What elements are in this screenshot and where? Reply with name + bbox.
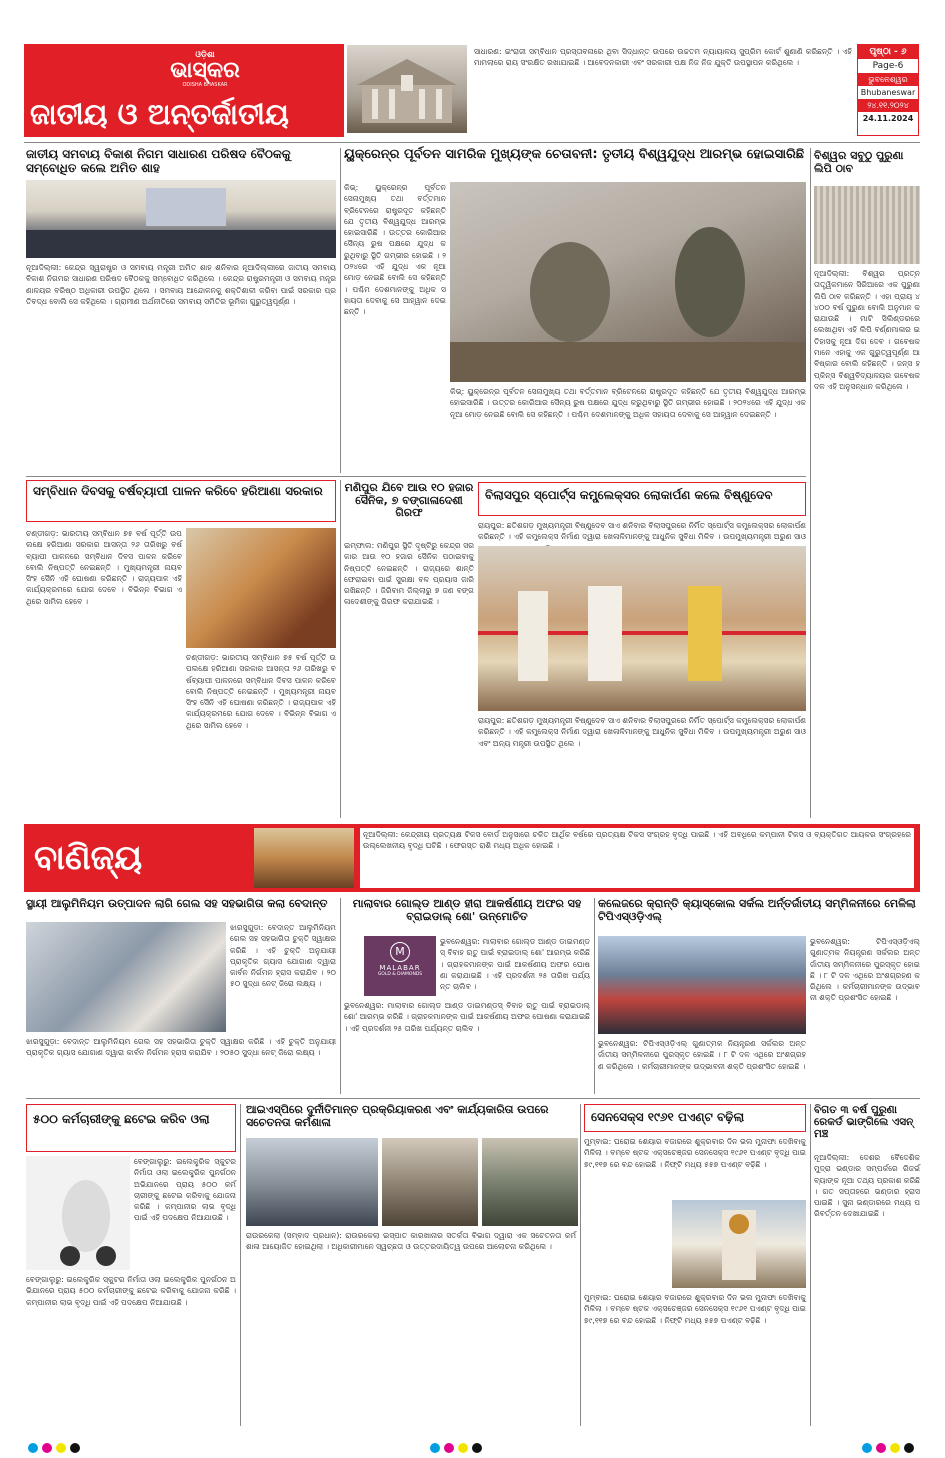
story-bilaspur-intro: ରାୟପୁର: ଛତିଶଗଡ଼ ମୁଖ୍ୟମନ୍ତ୍ରୀ ବିଷ୍ଣୁଦେବ ସାଏ ଶନିବାର ବିଲାସପୁରରେ ନିର୍ମିତ ସ୍ପୋର୍ଟ୍ସ କମ୍ପ୍ଲେକ୍ସର ଲୋକାର୍ପଣ କରିଛନ୍ତି । ଏହି କମ୍ପ୍ଲେକ୍ସ ନିର୍ମାଣ ଦ୍ୱାରା ଖେଳାଳିମାନଙ୍କୁ ଆଧୁନିକ ସୁବିଧା ମିଳିବ । ଉପମୁଖ୍ୟମନ୍ତ୍ରୀ ଅରୁଣ ସାଓ — [478, 521, 806, 542]
story-forex: ନୂଆଦିଲ୍ଲୀ: ଦେଶର ବୈଦେଶିକ ମୁଦ୍ରା ଭଣ୍ଡାର ସମ୍ପର୍କରେ ରିଜର୍ଭ ବ୍ୟାଙ୍କ ନୂଆ ତଥ୍ୟ ପ୍ରକାଶ କରିଛି । ଗତ ସପ୍ତାହରେ ଭଣ୍ଡାର ହ୍ରାସ ପାଇଛି । ସୁନା ଭଣ୍ଡାରରେ ମଧ୍ୟ ପରିବର୍ତ୍ତନ ଦେଖାଯାଇଛି । — [814, 1153, 920, 1219]
headline-sensex: ସେନସେକ୍ସ ୧୯୬୧ ପଏଣ୍ଟ ବଢ଼ିଲା — [591, 1110, 745, 1124]
story-script: ନୂଆଦିଲ୍ଲୀ: ବିଶ୍ୱର ପ୍ରତ୍ନତାତ୍ତ୍ୱିକମାନେ ସିରିଆରେ ଏକ ପୁରୁଣା ଲିପି ଠାବ କରିଛନ୍ତି । ଏହା ପ୍ରାୟ ୪୪୦୦ ବର୍ଷ ପୁରୁଣା ବୋଲି ଅନୁମାନ କରାଯାଉଛି । ମାଟି ସିଲିଣ୍ଡରରେ ଲେଖାଥିବା ଏହି ଲିପି ବର୍ଣ୍ଣମାଳାର ଇତିହାସକୁ ନୂଆ ଦିଗ ଦେବ । ଗବେଷକମାନେ ଏହାକୁ ଏକ ଗୁରୁତ୍ୱପୂର୍ଣ୍ଣ ଆବିଷ୍କାର ବୋଲି କହିଛନ୍ତି । ଜନ୍ସ ହପ୍‌କିନ୍ସ ବିଶ୍ୱବିଦ୍ୟାଳୟର ଗବେଷକ ଦଳ ଏହି ଅନୁସନ୍ଧାନ କରିଥିଲେ । — [814, 269, 920, 391]
vrule-5 — [594, 898, 595, 1094]
headline-tpsodl: କଲେଜରେ କ୍ରାନ୍ତି କ୍ୟାସ୍କୋଲ ସର୍କଲ ଅର୍ନ୍ତର୍ଜାତୀୟ ସମ୍ମିଳନୀରେ ମେଳିଲା ଟିପିଏସ୍‌ଓଡ଼ିଏଲ୍ — [598, 897, 916, 923]
malabar-logo-sub: GOLD & DIAMONDS — [377, 972, 423, 977]
story-vedanta-a: ଝାରସୁଗୁଡ଼ା: ବେଦାନ୍ତ ଆଲୁମିନିୟମ ଗେଲ ସହ ସହଭାଗିତା ଚୁକ୍ତି ସ୍ୱାକ୍ଷର କରିଛି । ଏହି ଚୁକ୍ତି ଅନୁଯାୟୀ ପ୍ରାକୃତିକ ଗ୍ୟାସ ଯୋଗାଣ ଦ୍ୱାରା କାର୍ବନ ନିର୍ଗମନ ହ୍ରାସ କରାଯିବ । ୨୦୫୦ ସୁଦ୍ଧା ନେଟ୍ ଜିରୋ ଲକ୍ଷ୍ୟ । — [230, 923, 336, 989]
story-ukraine-a: କିଭ୍: ୟୁକ୍ରେନ୍‌ର ପୂର୍ବତନ ସେନାମୁଖ୍ୟ ତଥା ବର୍ତ୍ତମାନ ବ୍ରିଟେନରେ ରାଷ୍ଟ୍ରଦୂତ କହିଛନ୍ତି ଯେ ତୃତୀୟ ବିଶ୍ୱଯୁଦ୍ଧ ଆରମ୍ଭ ହୋଇସାରିଛି । ଉତ୍ତର କୋରିଆର ସୈନ୍ୟ ରୁଷ ପକ୍ଷରେ ଯୁଦ୍ଧ କରୁଥିବାରୁ ସ୍ଥିତି ଗମ୍ଭୀର ହୋଇଛି । ୨୦୨୪ରେ ଏହି ଯୁଦ୍ଧ ଏକ ନୂଆ ମୋଡ଼ ନେଇଛି ବୋଲି ସେ କହିଛନ୍ତି । ପଶ୍ଚିମ ଦେଶମାନଙ୍କୁ ଅଧିକ ସହାୟତା ଦେବାକୁ ସେ ଆହ୍ୱାନ ଦେଇଛନ୍ତି । — [344, 183, 446, 317]
vrule-4 — [340, 898, 341, 1094]
headline-script: ବିଶ୍ୱର ସବୁଠୁ ପୁରୁଣା ଲିପି ଠାବ — [814, 149, 904, 175]
story-bilaspur: ରାୟପୁର: ଛତିଶଗଡ଼ ମୁଖ୍ୟମନ୍ତ୍ରୀ ବିଷ୍ଣୁଦେବ ସାଏ ଶନିବାର ବିଲାସପୁରରେ ନିର୍ମିତ ସ୍ପୋର୍ଟ୍ସ କମ୍ପ୍ଲେକ୍ସର ଲୋକାର୍ପଣ କରିଛନ୍ତି । ଏହି କମ୍ପ୍ଲେକ୍ସ ନିର୍ମାଣ ଦ୍ୱାରା ଖେଳାଳିମାନଙ୍କୁ ଆଧୁନିକ ସୁବିଧା ମିଳିବ । ଉପମୁଖ୍ୟମନ୍ତ୍ରୀ ଅରୁଣ ସାଓ ଏବଂ ଅନ୍ୟ ମନ୍ତ୍ରୀ ଉପସ୍ଥିତ ଥିଲେ । — [478, 716, 806, 748]
story-ola-b: ବେଙ୍ଗାଲୁରୁ: ଇଲେକ୍ଟ୍ରିକ ସ୍କୁଟର ନିର୍ମାତା ଓଲା ଇଲେକ୍ଟ୍ରିକ ପୁନର୍ଗଠନ ଅଭିଯାନରେ ପ୍ରାୟ ୫୦୦ କର୍ମଚାରୀଙ୍କୁ ଛଟେଇ କରିବାକୁ ଯୋଜନା କରିଛି । କମ୍ପାନୀର ଲାଭ ବୃଦ୍ଧି ପାଇଁ ଏହି ପଦକ୍ଷେପ ନିଆଯାଉଛି । — [26, 1275, 236, 1307]
story-manipur: ଇମ୍ଫାଲ: ମଣିପୁର ସ୍ଥିତି ଦୃଷ୍ଟିରୁ କେନ୍ଦ୍ର ସରକାର ଆଉ ୧୦ ହଜାର ସୈନିକ ପଠାଇବାକୁ ନିଷ୍ପତ୍ତି ନେଇଛନ୍ତି । ରାଜ୍ୟରେ ଶାନ୍ତି ଫେରାଇବା ପାଇଁ ସୁରକ୍ଷା ବଳ ପ୍ରୟାସ ଜାରି ରଖିଛନ୍ତି । ଜିରିବାମ ଜିଲ୍ଲାରୁ ୭ ଜଣ ବଙ୍ଗଳାଦେଶୀଙ୍କୁ ଗିରଫ କରାଯାଇଛି । — [344, 541, 474, 607]
magenta-dot — [444, 1443, 454, 1453]
photo-rsp-3 — [482, 1138, 578, 1226]
vrule-3 — [340, 480, 341, 818]
city: ଭୁବନେଶ୍ୱର — [858, 73, 918, 86]
story-sensex-b: ମୁମ୍ବାଇ: ଘରୋଇ ଶେୟାର ବଜାରରେ ଶୁକ୍ରବାର ଦିନ ଭଲ ମୁନାଫା ଦେଖିବାକୁ ମିଳିଲା । ବମ୍ବେ ଷ୍ଟକ ଏକ୍ସଚେଞ୍ଜର ସେନସେକ୍ସ ୧୯୬୧ ପଏଣ୍ଟ ବୃଦ୍ଧି ପାଇ ୭୯,୧୧୭ ରେ ବନ୍ଦ ହୋଇଛି । ନିଫ୍ଟି ମଧ୍ୟ ୫୫୭ ପଏଣ୍ଟ ବଢ଼ିଛି । — [584, 1293, 806, 1325]
photo-tpsodl — [598, 936, 806, 1034]
registration-marks-left — [28, 1438, 108, 1452]
photo-soldiers — [450, 182, 806, 382]
biz-title: ବାଣିଜ୍ୟ — [34, 838, 143, 878]
magenta-dot — [876, 1443, 886, 1453]
biz-top-text: ନୂଆଦିଲ୍ଲୀ: କେନ୍ଦ୍ରୀୟ ପ୍ରତ୍ୟକ୍ଷ ଟିକସ ବୋର୍ଡ ଅନୁସାରେ ଚଳିତ ଆର୍ଥିକ ବର୍ଷରେ ପ୍ରତ୍ୟକ୍ଷ ଟିକସ ସଂଗ୍ରହ ବୃଦ୍ଧି ପାଇଛି । ଏହି ଅବଧିରେ କମ୍ପାନୀ ଟିକସ ଓ ବ୍ୟକ୍ତିଗତ ଆୟକର ସଂଗ୍ରହରେ ଉଲ୍ଲେଖନୀୟ ବୃଦ୍ଧି ଘଟିଛି । ଫେରସ୍ତ ରାଶି ମଧ୍ୟ ଅଧିକ ହୋଇଛି । — [360, 828, 914, 888]
headline-haryana: ସମ୍ବିଧାନ ଦିବସକୁ ବର୍ଷବ୍ୟାପୀ ପାଳନ କରିବେ ହରିଆଣା ସରକାର — [33, 484, 323, 498]
headline-rsp: ଆଇଏସ୍‌ପିରେ ଦୁର୍ନୀତିମାନ୍ତ ପ୍ରକ୍ରିୟାକରଣ ଏବଂ କାର୍ଯ୍ୟକାରିତା ଉପରେ ସଚେତନତା କର୍ମଶାଳା — [246, 1103, 549, 1129]
malabar-logo — [364, 936, 436, 996]
headline-box-bilaspur — [478, 482, 806, 516]
headline-box-haryana — [26, 480, 336, 522]
supreme-court-photo — [347, 45, 467, 133]
page-label: ପୃଷ୍ଠା - ୬ — [858, 45, 918, 59]
lead-text: ସାଧାରଣ: ଇଂରାଜୀ ସମ୍ବିଧାନ ପ୍ରସ୍ତାବନାରେ ଥିବା ସିଦ୍ଧାନ୍ତ ଉପରେ ଉଚ୍ଚତମ ନ୍ୟାୟାଳୟ ସୁପ୍ରିମ କୋର୍ଟ ଶୁଣାଣି କରିଛନ୍ତି । ଏହି ମାମଲାରେ ରାୟ ସଂରକ୍ଷିତ ରଖାଯାଇଛି । ଆବେଦନକାରୀ ଏବଂ ସରକାରୀ ପକ୍ଷ ନିଜ ନିଜ ଯୁକ୍ତି ଉପସ୍ଥାପନ କରିଥିଲେ । — [474, 47, 852, 68]
page-info-box — [857, 44, 919, 136]
date-or: ୨୪.୧୧.୨୦୨୪ — [858, 99, 918, 112]
logo-sub: ODISHA BHASKAR — [182, 82, 228, 88]
photo-rsp-1 — [246, 1138, 378, 1226]
yellow-dot — [890, 1443, 900, 1453]
story-haryana-b: ଚଣ୍ଡୀଗଡ଼: ଭାରତୀୟ ସମ୍ବିଧାନ ୭୫ ବର୍ଷ ପୂର୍ତ୍ତି ଉପଲକ୍ଷେ ହରିଆଣା ସରକାର ଆସନ୍ତା ୨୬ ତାରିଖରୁ ବର୍ଷବ୍ୟାପୀ ପାଳନରେ ସମ୍ବିଧାନ ଦିବସ ପାଳନ କରିବେ ବୋଲି ନିଷ୍ପତ୍ତି ନେଇଛନ୍ତି । ମୁଖ୍ୟମନ୍ତ୍ରୀ ନାୟବ ସିଂହ ସୈନି ଏହି ଘୋଷଣା କରିଛନ୍ତି । ରାଜ୍ୟପାଳ ଏହି କାର୍ଯ୍ୟକ୍ରମରେ ଯୋଗ ଦେବେ । ବିଭିନ୍ନ ବିଭାଗ ଏଥିରେ ସାମିଲ ହେବେ । — [186, 653, 336, 730]
registration-marks-center — [430, 1438, 510, 1452]
vrule-8 — [810, 1104, 811, 1426]
story-ukraine-b: କିଭ୍: ୟୁକ୍ରେନ୍‌ର ପୂର୍ବତନ ସେନାମୁଖ୍ୟ ତଥା ବର୍ତ୍ତମାନ ବ୍ରିଟେନରେ ରାଷ୍ଟ୍ରଦୂତ କହିଛନ୍ତି ଯେ ତୃତୀୟ ବିଶ୍ୱଯୁଦ୍ଧ ଆରମ୍ଭ ହୋଇସାରିଛି । ଉତ୍ତର କୋରିଆର ସୈନ୍ୟ ରୁଷ ପକ୍ଷରେ ଯୁଦ୍ଧ କରୁଥିବାରୁ ସ୍ଥିତି ଗମ୍ଭୀର ହୋଇଛି । ୨୦୨୪ରେ ଏହି ଯୁଦ୍ଧ ଏକ ନୂଆ ମୋଡ଼ ନେଇଛି ବୋଲି ସେ କହିଛନ୍ତି । ପଶ୍ଚିମ ଦେଶମାନଙ୍କୁ ଅଧିକ ସହାୟତା ଦେବାକୁ ସେ ଆହ୍ୱାନ ଦେଇଛନ୍ତି । — [450, 387, 806, 419]
logo-small: ଓଡ଼ିଶା — [195, 50, 215, 59]
photo-haryana — [186, 528, 336, 648]
vrule-7 — [580, 1104, 581, 1426]
photo-script — [814, 186, 920, 264]
story-ola-a: ବେଙ୍ଗାଲୁରୁ: ଇଲେକ୍ଟ୍ରିକ ସ୍କୁଟର ନିର୍ମାତା ଓଲା ଇଲେକ୍ଟ୍ରିକ ପୁନର୍ଗଠନ ଅଭିଯାନରେ ପ୍ରାୟ ୫୦୦ କର୍ମଚାରୀଙ୍କୁ ଛଟେଇ କରିବାକୁ ଯୋଜନା କରିଛି । କମ୍ପାନୀର ଲାଭ ବୃଦ୍ଧି ପାଇଁ ଏହି ପଦକ୍ଷେପ ନିଆଯାଉଛି । — [134, 1157, 236, 1223]
black-dot — [70, 1443, 80, 1453]
hrule-biz — [26, 1098, 920, 1099]
photo-vedanta — [26, 922, 226, 1032]
yellow-dot — [458, 1443, 468, 1453]
black-dot — [904, 1443, 914, 1453]
vrule-2 — [810, 148, 811, 818]
headline-bilaspur: ବିଲାସପୁର ସ୍ପୋର୍ଟ୍ସ କମ୍ପ୍ଲେକ୍ସର ଲୋକାର୍ପଣ କଲେ ବିଷ୍ଣୁଦେବ — [485, 488, 773, 502]
photo-rsp-2 — [382, 1138, 478, 1226]
headline-manipur: ମଣିପୁର ଯିବେ ଆଉ ୧୦ ହଜାର ସୈନିକ, ୭ ବଙ୍ଗାଳାଦେଶୀ ଗିରଫ — [344, 481, 474, 520]
photo-ola-scooter — [26, 1156, 130, 1270]
photo-bse — [672, 1200, 806, 1288]
masthead-logo — [150, 50, 260, 92]
yellow-dot — [56, 1443, 66, 1453]
headline-box-sensex — [584, 1104, 806, 1132]
magenta-dot — [42, 1443, 52, 1453]
story-haryana-a: ଚଣ୍ଡୀଗଡ଼: ଭାରତୀୟ ସମ୍ବିଧାନ ୭୫ ବର୍ଷ ପୂର୍ତ୍ତି ଉପଲକ୍ଷେ ହରିଆଣା ସରକାର ଆସନ୍ତା ୨୬ ତାରିଖରୁ ବର୍ଷବ୍ୟାପୀ ପାଳନରେ ସମ୍ବିଧାନ ଦିବସ ପାଳନ କରିବେ ବୋଲି ନିଷ୍ପତ୍ତି ନେଇଛନ୍ତି । ମୁଖ୍ୟମନ୍ତ୍ରୀ ନାୟବ ସିଂହ ସୈନି ଏହି ଘୋଷଣା କରିଛନ୍ତି । ରାଜ୍ୟପାଳ ଏହି କାର୍ଯ୍ୟକ୍ରମରେ ଯୋଗ ଦେବେ । ବିଭିନ୍ନ ବିଭାଗ ଏଥିରେ ସାମିଲ ହେବେ । — [26, 529, 182, 606]
masthead-divider — [24, 142, 920, 143]
story-tpsodl-b: ଭୁବନେଶ୍ୱର: ଟିପିଏସ୍‌ଓଡ଼ିଏଲ୍ ଗୁଣାତ୍ମକ ନିୟନ୍ତ୍ରଣ ସର୍କଲର ଅନ୍ତର୍ଜାତୀୟ ସମ୍ମିଳନୀରେ ପୁରସ୍କୃତ ହୋଇଛି । ୮ ଟି ଦଳ ଏଥିରେ ଅଂଶଗ୍ରହଣ କରିଥିଲେ । କର୍ମଚାରୀମାନଙ୍କ ଉଦ୍ଭାବନୀ ଶକ୍ତି ପ୍ରଶଂସିତ ହୋଇଛି । — [598, 1039, 806, 1071]
photo-biz-band — [254, 828, 354, 888]
headline-vedanta: ସ୍ଥାୟୀ ଆଲୁମିନିୟମ ଉତ୍ପାଦନ ଲାଗି ଗେଲ ସହ ସହଭାଗିତା କଲା ବେଦାନ୍ତ — [26, 897, 328, 910]
section-title: ଜାତୀୟ ଓ ଅନ୍ତର୍ଜାତୀୟ — [30, 97, 289, 131]
story-malabar-a: ଭୁବନେଶ୍ୱର: ମାଲାବାର ଗୋଲ୍ଡ ଆଣ୍ଡ ଡାଇମଣ୍ଡସ୍ ବିବାହ ଋତୁ ପାଇଁ ବ୍ରାଇଡାଲ୍ ଶୋ' ଆରମ୍ଭ କରିଛି । ଗ୍ରାହକମାନଙ୍କ ପାଇଁ ଆକର୍ଷଣୀୟ ଅଫର ଘୋଷଣା କରାଯାଇଛି । ଏହି ପ୍ରଦର୍ଶନୀ ୨୫ ତାରିଖ ପର୍ଯ୍ୟନ୍ତ ଚାଲିବ । — [440, 937, 590, 992]
vrule-6 — [240, 1104, 241, 1426]
malabar-logo-text: MALABAR — [379, 964, 421, 972]
story-rsp: ରାଉରକେଲା (ସମ୍ବାଦ ପ୍ରଧାନ): ରାଉରକେଲା ଇସ୍ପାତ କାରଖାନାର ସତର୍କତା ବିଭାଗ ଦ୍ୱାରା ଏକ ସଚେତନତା କର୍ମଶାଳା ଆୟୋଜିତ ହୋଇଥିଲା । ଅଧିକାରୀମାନେ ସ୍ୱଚ୍ଛତା ଓ ଉତ୍ତରଦାୟିତ୍ୱ ଉପରେ ଆଲୋଚନା କରିଥିଲେ । — [246, 1231, 576, 1252]
headline-malabar: ମାଲାବାର ଗୋଲ୍ଡ ଆଣ୍ଡ ହୀରା ଆକର୍ଷଣୀୟ ଅଫର ସହ ବ୍ରାଇଡାଲ୍ ଶୋ' ଉନ୍ମୋଚିତ — [352, 897, 582, 923]
photo-meeting — [26, 180, 336, 258]
hrule-top — [26, 476, 806, 477]
cyan-dot — [862, 1443, 872, 1453]
registration-marks-right — [862, 1438, 942, 1452]
headline-box-ola — [26, 1104, 236, 1152]
headline-amit-shah: ଜାତୀୟ ସମବାୟ ବିକାଶ ନିଗମ ସାଧାରଣ ପରିଷଦ ବୈଠକକୁ ସମ୍ବୋଧିତ କଲେ ଅମିତ ଶାହ — [26, 147, 291, 175]
page-en: Page-6 — [872, 61, 904, 71]
story-amit-shah: ନୂଆଦିଲ୍ଲୀ: କେନ୍ଦ୍ର ସ୍ୱରାଷ୍ଟ୍ର ଓ ସମବାୟ ମନ୍ତ୍ରୀ ଅମିତ ଶାହ ଶନିବାର ନୂଆଦିଲ୍ଲୀରେ ଜାତୀୟ ସମବାୟ ବିକାଶ ନିଗମର ସାଧାରଣ ପରିଷଦ ବୈଠକକୁ ସମ୍ବୋଧିତ କରିଥିଲେ । କେନ୍ଦ୍ର ରାଷ୍ଟ୍ରମନ୍ତ୍ରୀ ଓ ସମବାୟ ମନ୍ତ୍ରଣାଳୟର ବରିଷ୍ଠ ଅଧିକାରୀ ଉପସ୍ଥିତ ଥିଲେ । ସମବାୟ ଆନ୍ଦୋଳନକୁ ଶକ୍ତିଶାଳୀ କରିବା ପାଇଁ ସରକାର ପ୍ରତିବଦ୍ଧ ବୋଲି ସେ କହିଥିଲେ । ଗ୍ରାମୀଣ ଅର୍ଥନୀତିରେ ସମବାୟ ସମିତିର ଭୂମିକା ଗୁରୁତ୍ୱପୂର୍ଣ୍ଣ । — [26, 263, 336, 306]
date-en: 24.11.2024 — [862, 114, 914, 123]
story-malabar-b: ଭୁବନେଶ୍ୱର: ମାଲାବାର ଗୋଲ୍ଡ ଆଣ୍ଡ ଡାଇମଣ୍ଡସ୍ ବିବାହ ଋତୁ ପାଇଁ ବ୍ରାଇଡାଲ୍ ଶୋ' ଆରମ୍ଭ କରିଛି । ଗ୍ରାହକମାନଙ୍କ ପାଇଁ ଆକର୍ଷଣୀୟ ଅଫର ଘୋଷଣା କରାଯାଇଛି । ଏହି ପ୍ରଦର୍ଶନୀ ୨୫ ତାରିଖ ପର୍ଯ୍ୟନ୍ତ ଚାଲିବ । — [344, 1001, 590, 1033]
headline-ukraine: ୟୁକ୍ରେନ୍‌ର ପୂର୍ବତନ ସାମରିକ ମୁଖ୍ୟଙ୍କ ଚେତାବନୀ: ତୃତୀୟ ବିଶ୍ୱଯୁଦ୍ଧ ଆରମ୍ଭ ହୋଇସାରିଛି — [344, 147, 805, 162]
story-tpsodl-a: ଭୁବନେଶ୍ୱର: ଟିପିଏସ୍‌ଓଡ଼ିଏଲ୍ ଗୁଣାତ୍ମକ ନିୟନ୍ତ୍ରଣ ସର୍କଲର ଅନ୍ତର୍ଜାତୀୟ ସମ୍ମିଳନୀରେ ପୁରସ୍କୃତ ହୋଇଛି । ୮ ଟି ଦଳ ଏଥିରେ ଅଂଶଗ୍ରହଣ କରିଥିଲେ । କର୍ମଚାରୀମାନଙ୍କ ଉଦ୍ଭାବନୀ ଶକ୍ତି ପ୍ରଶଂସିତ ହୋଇଛି । — [810, 937, 920, 1003]
black-dot — [472, 1443, 482, 1453]
cyan-dot — [430, 1443, 440, 1453]
malabar-m-icon: M — [390, 942, 410, 962]
cyan-dot — [28, 1443, 38, 1453]
story-sensex-a: ମୁମ୍ବାଇ: ଘରୋଇ ଶେୟାର ବଜାରରେ ଶୁକ୍ରବାର ଦିନ ଭଲ ମୁନାଫା ଦେଖିବାକୁ ମିଳିଲା । ବମ୍ବେ ଷ୍ଟକ ଏକ୍ସଚେଞ୍ଜର ସେନସେକ୍ସ ୧୯୬୧ ପଏଣ୍ଟ ବୃଦ୍ଧି ପାଇ ୭୯,୧୧୭ ରେ ବନ୍ଦ ହୋଇଛି । ନିଫ୍ଟି ମଧ୍ୟ ୫୫୭ ପଏଣ୍ଟ ବଢ଼ିଛି । — [584, 1137, 806, 1169]
headline-ola: ୫୦୦ କର୍ମଚାରୀଙ୍କୁ ଛଟେଇ କରିବ ଓଲା — [33, 1112, 210, 1126]
photo-bilaspur — [478, 546, 806, 711]
headline-forex: ବିଗତ ୩ ବର୍ଷ ପୁରୁଣା ରେକର୍ଡ ଭାଙ୍ଗିଲେ ଏସନ୍ ମଞ୍ଚ — [814, 1104, 914, 1141]
city-en: Bhubaneswar — [858, 86, 918, 99]
story-vedanta-b: ଝାରସୁଗୁଡ଼ା: ବେଦାନ୍ତ ଆଲୁମିନିୟମ ଗେଲ ସହ ସହଭାଗିତା ଚୁକ୍ତି ସ୍ୱାକ୍ଷର କରିଛି । ଏହି ଚୁକ୍ତି ଅନୁଯାୟୀ ପ୍ରାକୃତିକ ଗ୍ୟାସ ଯୋଗାଣ ଦ୍ୱାରା କାର୍ବନ ନିର୍ଗମନ ହ୍ରାସ କରାଯିବ । ୨୦୫୦ ସୁଦ୍ଧା ନେଟ୍ ଜିରୋ ଲକ୍ଷ୍ୟ । — [26, 1037, 336, 1058]
vrule-1 — [340, 148, 341, 473]
logo-main: ଭାସ୍କର — [170, 58, 240, 83]
